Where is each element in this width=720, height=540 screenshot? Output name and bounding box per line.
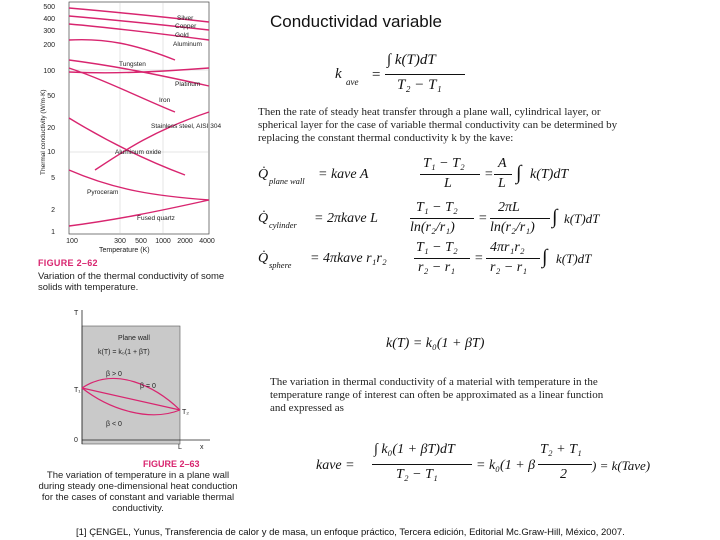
curve-platinum (69, 68, 209, 73)
label-quartz: Fused quartz (137, 215, 175, 222)
ytick: 200 (43, 42, 55, 49)
xtick: 500 (135, 238, 147, 245)
label-t2: T₂ (182, 409, 189, 416)
label-al-oxide: Aluminum oxide (115, 149, 162, 156)
xtick: 2000 (177, 238, 193, 245)
label-iron: Iron (159, 97, 171, 104)
ytick: 1 (51, 229, 55, 236)
figure-title: Plane wall (118, 335, 150, 342)
reference-footnote: [1] ÇENGEL, Yunus, Transferencia de calor y de masa, un enfoque práctico, Tercera edición, Editorial Mc.Graw-Hill, México, 2007. (76, 527, 625, 538)
curve-iron (69, 68, 175, 112)
label-gold: Gold (175, 32, 189, 39)
x-axis-label: Temperature (K) (99, 247, 150, 254)
figure-2-63-caption: The variation of temperature in a plane wall during steady one-dimensional heat conduction for the cases of constant and variable thermal conductivity. (38, 470, 238, 514)
ytick: 50 (47, 93, 55, 100)
label-tungsten: Tungsten (119, 61, 146, 68)
ytick: 5 (51, 175, 55, 182)
axis-x: x (200, 444, 204, 451)
plane-wall-figure (60, 306, 220, 456)
beta-zero: β = 0 (140, 383, 156, 390)
label-silver: Silver (177, 15, 194, 22)
xtick: 300 (114, 238, 126, 245)
label-zero: 0 (74, 437, 78, 444)
paragraph-linear-approx: The variation in thermal conductivity of a material with temperature in the temperature range of interest can often be approximated as a linear function and expressed as (270, 376, 604, 414)
sphere-equation: Q̇ sphere = 4πkave r₁r₂ T₁ − T₂ r₂ − r₁ = 4πr₁r₂ r₂ − r₁ ∫ k(T)dT (258, 240, 592, 275)
label-t1: T₁ (74, 387, 81, 394)
label-platinum: Platinum (175, 81, 201, 88)
plane-wall-equation: Q̇ plane wall = kave A T₁ − T₂ L = A L ∫ k(T)dT (258, 156, 569, 191)
conductivity-chart (35, 0, 225, 248)
figure-2-62-caption: Variation of the thermal conductivity of some solids with temperature. (38, 271, 225, 293)
cylinder-equation: Q̇ cylinder = 2πkave L T₁ − T₂ ln(r₂/r₁) = 2πL ln(r₂/r₁) ∫ k(T)dT (258, 200, 600, 235)
ytick: 2 (51, 207, 55, 214)
label-copper: Copper (175, 23, 197, 30)
kave-linear-equation: kave = ∫ k₀(1 + βT)dT T₂ − T₁ = k₀(1 + β T₂ + T₁ 2 ) = k(Tave) (316, 442, 651, 482)
ytick: 500 (43, 4, 55, 11)
y-axis-label: Thermal conductivity (W/m·K) (40, 89, 47, 175)
label-aluminum: Aluminum (173, 41, 202, 48)
ytick: 10 (47, 149, 55, 156)
figure-2-63-label: FIGURE 2–63 (143, 459, 200, 469)
xtick: 1000 (155, 238, 171, 245)
xtick: 4000 (199, 238, 215, 245)
ytick: 300 (43, 28, 55, 35)
curve-aluminum (69, 40, 175, 60)
axis-t: T (74, 310, 79, 317)
ytick: 400 (43, 16, 55, 23)
page-title: Conductividad variable (270, 12, 442, 31)
xtick: 100 (66, 238, 78, 245)
linear-k-equation: k(T) = k₀(1 + βT) (386, 336, 485, 351)
label-l: L (178, 444, 182, 451)
label-pyroceram: Pyroceram (87, 189, 119, 196)
paragraph-variable-k: Then the rate of steady heat transfer through a plane wall, cylindrical layer, or spherical layer for the case of variable thermal conductivity can be determined by replacing the constant thermal conductivity k by the kave: (258, 106, 618, 144)
ytick: 100 (43, 68, 55, 75)
label-steel: Stainless steel, AISI 304 (151, 123, 222, 130)
kave-equation: k ave = ∫ k(T)dT T₂ − T₁ (335, 50, 475, 100)
beta-pos: β > 0 (106, 371, 122, 378)
beta-neg: β < 0 (106, 421, 122, 428)
ytick: 20 (47, 125, 55, 132)
figure-law: k(T) = k₀(1 + βT) (98, 349, 150, 356)
figure-2-62-label: FIGURE 2–62 (38, 258, 98, 268)
curve-quartz (69, 200, 209, 226)
